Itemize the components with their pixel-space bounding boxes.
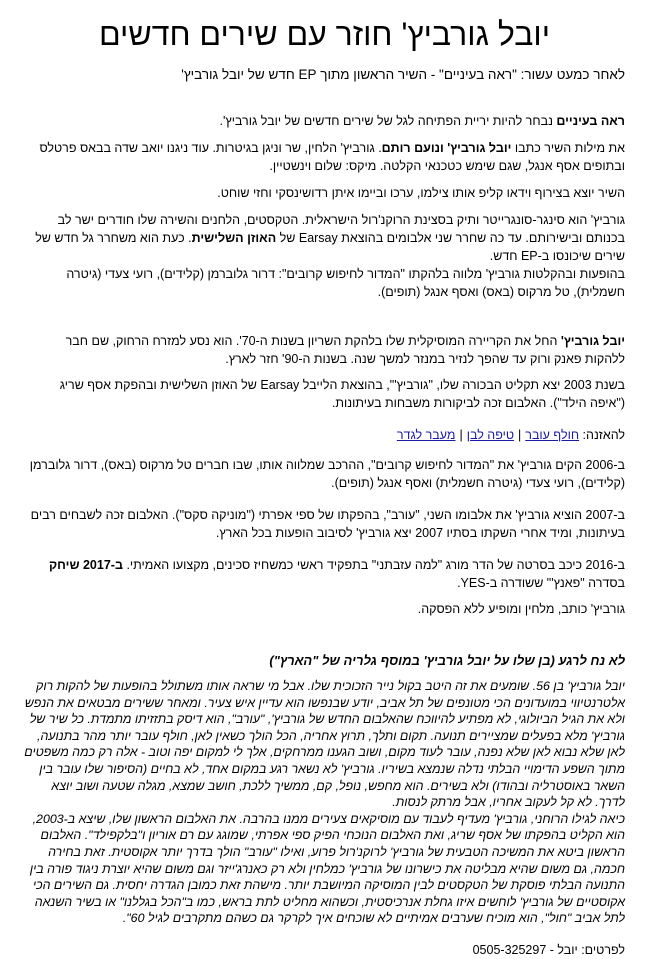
artist-name: יובל גורביץ' — [560, 334, 625, 348]
bio-paragraph-1: יובל גורביץ' החל את הקריירה המוסיקלית שלו בלהקת השריון בשנות ה-70'. הוא נסע למזרח הרחוק, שם חבר ללהקות פאנק ורוק עד שהפך לנזיר במנזר למשך שנה. בשנות ה-90' חזר לארץ. — [65, 334, 625, 366]
listen-label: להאזנה: — [582, 428, 625, 442]
song-link-2[interactable]: טיפה לבן — [466, 428, 515, 442]
writers-names: יובל גורביץ' ונועם רותם — [381, 141, 512, 155]
intro-section — [24, 112, 625, 301]
about-paragraph: גורביץ' הוא סינגר-סונגרייטר ותיק בסצינת הרוקנ'רול הישראלית. הטקסטים, הלחנים והשירה שלו חודרים ישר לב בכנותם ובישירותם. עד כה שחרר שני אלבומים בהוצאת Earsay של האוזן השלישית. כעת הוא משחרר גל חדש של שירים שיכונסו ב-EP חדש. — [35, 213, 625, 263]
review-body — [24, 678, 625, 927]
label-name: האוזן השלישית — [191, 231, 277, 245]
bio-section — [24, 332, 625, 618]
credits-paragraph: את מילות השיר כתבו יובל גורביץ' ונועם רותם. גורביץ' הלחין, שר וניגן בגיטרות. עוד ניגנו יואב שדה בבאס פרטלס ובתופים אסף אנגל, שגם שימש כטכנאי הקלטה. מיקס: שלום וינשטיין. — [39, 141, 625, 173]
band-paragraph: בהופעות ובהקלטות גורביץ' מלווה בלהקתו "המדור לחיפוש קרובים": דרור גלוברמן (קלידים), רועי צעדי (גיטרה חשמלית), טל מרקוס (באס) ואסף אנגל (תופים). — [66, 267, 625, 299]
song-link-3[interactable]: מעבר לגדר — [396, 428, 456, 442]
page-subtitle: לאחר כמעט עשור: "ראה בעיניים" - השיר הראשון מתוך EP חדש של יובל גורביץ' — [181, 67, 625, 82]
page-title: יובל גורביץ' חוזר עם שירים חדשים — [98, 16, 550, 52]
song-name: ראה בעיניים — [556, 114, 625, 128]
song-link-1[interactable]: חולף עובר — [525, 428, 580, 442]
bio-paragraph-6: גורביץ' כותב, מלחין ומופיע ללא הפסקה. — [417, 602, 625, 616]
bio-paragraph-2: בשנת 2003 יצא תקליט הבכורה שלו, "גורביץ'", בהוצאת הלייבל Earsay של האוזן השלישית ובהפקת אסף שריג ("איפה הילד"). האלבום זכה לביקורות משבחות בעיתונות. — [59, 378, 625, 410]
bio-paragraph-3: ב-2006 הקים גורביץ' את "המדור לחיפוש קרובים", ההרכב שמלווה אותו, שבו חברים טל מרקוס (באס), דרור גלוברמן (קלידים), רועי צעדי (גיטרה חשמלית) ואסף אנגל (תופים). — [29, 458, 625, 490]
link-separator: | — [518, 428, 522, 442]
bio-paragraph-5: ב-2016 כיכב בסרטה של הדר מורג "למה עזבתני" בתפקיד ראשי כמשחיז סכינים, מקצועו האמיתי. ב-2017 שיחק בסדרה "פאנץ'" ששודרה ב-YES. — [49, 558, 625, 590]
bio-paragraph-4: ב-2007 הוציא גורביץ' את אלבומו השני, "עורב", בהפקתו של ספי אפרתי ("מוניקה סקס"). האלבום זכה לשבחים רבים בעיתונות, ומיד אחרי השקתו בסתיו 2007 יצא גורביץ' לסיבוב הופעות בכל הארץ. — [30, 508, 625, 540]
contact-info: לפרטים: יובל - 0505-325297 — [472, 942, 625, 957]
review-title: לא נח לרגע (בן שלו על יובל גורביץ' במוסף גלריה של "הארץ") — [269, 653, 625, 668]
review-paragraph-2: כיאה לגילו הרוחני, גורביץ' מעדיף לעבוד עם מוסיקאים צעירים ממנו בהרבה. את האלבום הראשון שלו, שיצא ב-2003, הוא הקליט בהפקתו של אסף שריג, ואת האלבום הנוכחי הפיק ספי אפרתי, שמוגג עם רם אוריון ו"בלקפילד". האלבום הראשון ביטא את המשיכה הטבעית של גורביץ' לרוקנ'רול פרוע, ואילו "עורב" הולך בדרך יותר אקוסטית. זאת בחירה חכמה, גם משום שהיא מבליטה את כישרונו של גורביץ' כמלחין ולא רק כאנרג'ייזר וגם משום שהיא יוצרת ניגוד פורה בין התנועה הבלתי פוסקת של הטקסטים לבין המוסיקה המיושבת יותר. מישהת זאת כמובן הגדרה יחסית. גם השירים הכי אקוסטיים של גורביץ' לוחשים איזו גחלת אנרכיסטית, וכשהוא מחליט לתת בראש, כמו ב"הכל בגללנו" או בשיר השנאה לתל אביב "חול", הוא מוכיח שערבים אמיתיים לא שוכחים איך לקרקר גם כשהם מתקרבים לגיל 60". — [29, 811, 625, 926]
video-paragraph: השיר יוצא בצירוף וידאו קליפ אותו צילמו, ערכו וביימו איתן רדושינסקי וחזי שוחט. — [217, 186, 625, 200]
review-paragraph-1: יובל גורביץ' בן 56. שומעים את זה היטב בקול נייר הזכוכית שלו. אבל מי שראה אותו משתולל בהופעות של להקות רוק אלטרנטיווי במועדונים הכי מטונפים של תל אביב, יודע שבנפשו הוא עדיין איש צעיר. ומאחר ששירים מבטאים את הנפש ולא את הגיל הביולוגי, לא מפתיע להיווכח שהאלבום החדש של גורביץ', "עורב", הוא דיסק בתזזיתו מתמדת. כל שיר של גורביץ' מלא בפעלים שמציירים תנועה. תקום ותלך, תרוץ אחריה, הכל הולך כשאין לאן, חולף עובר יותר מהר בתנועה, לאן שלא נבוא לאן שלא נפנה, עובר לעוד מקום, ושוב הגענו ממרחקים, אלך לי למקום יפה וטוב - אלה רק כמה משפטים מתוך השפע הדימויי הבלתי נדלה שנמצא בשיריו. גורביץ' לא נשאר רגע במקום אחד, לא בחיים (הסיפור שלו עובר בין השאר באוסטרליה ובהודו) ולא בשירים. הוא מחפש, נופל, קם, ממשיך ללכת, חושב שמצא, מגלה שטעה ושוב יוצא לדרך. לא קל לעקוב אחריו, אבל מרתק לנסות. — [24, 679, 625, 810]
listen-links — [24, 426, 625, 444]
tv-series-highlight: ב-2017 שיחק — [49, 558, 123, 572]
link-separator: | — [459, 428, 463, 442]
article-page — [0, 14, 651, 958]
intro-paragraph: ראה בעיניים נבחר להיות יריית הפתיחה לגל של שירים חדשים של יובל גורביץ'. — [219, 114, 625, 128]
